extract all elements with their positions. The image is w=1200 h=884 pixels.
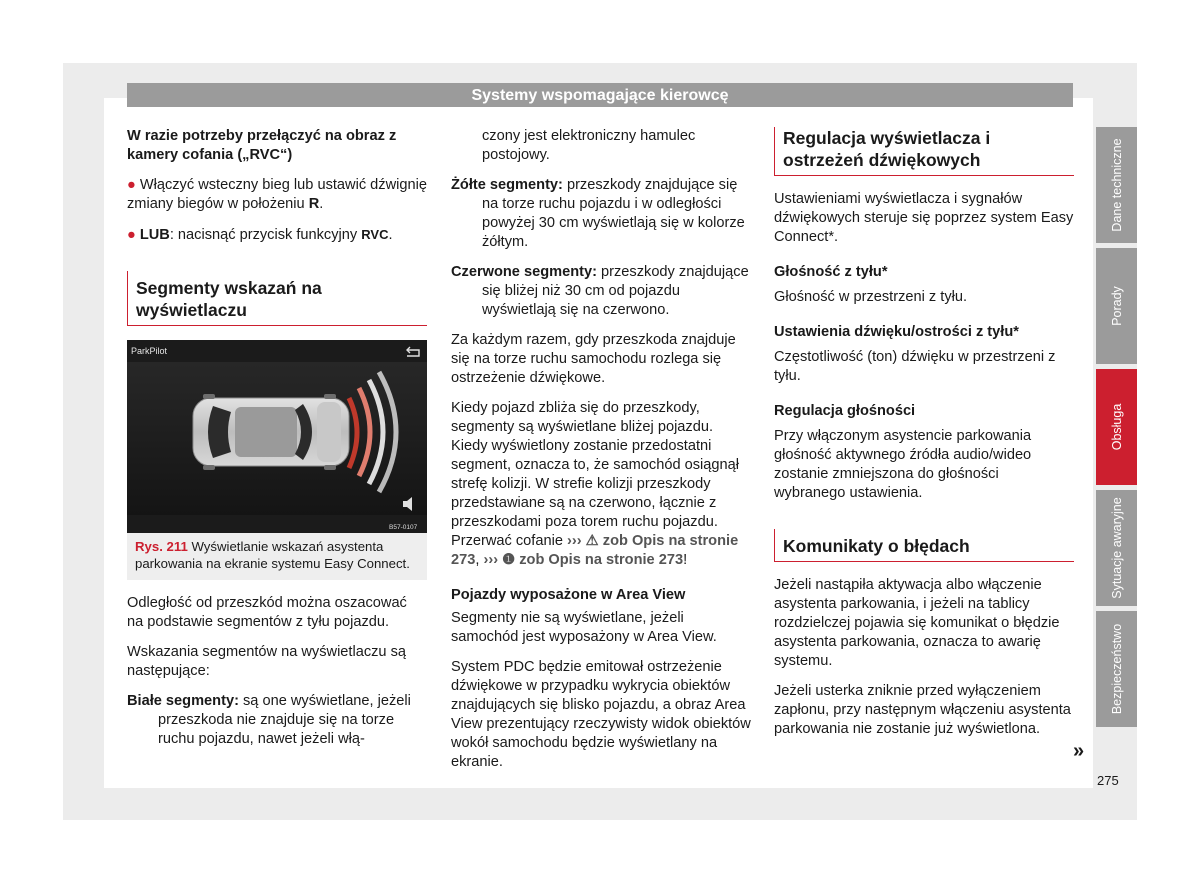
paragraph-approach: Kiedy pojazd zbliża się do przeszkody, segmenty są wyświetlane bliżej pojazdu. Kiedy wyświetlony zostanie przedostatni segment, oznacza to, że samochód osiągnął strefę kolizji. W strefie kolizji przeszkody przedstawiane są na czerwono, łącznie z przeszkodami poza torem ruchu pojazdu. Przerwać cofanie ››› ⚠ zob Opis na stronie 273, ››› ❶ zob Opis na stronie 273!: [451, 400, 739, 568]
white-segments-continued: czony jest elektroniczny hamulec postojowy.: [482, 128, 696, 163]
section-title-errors: Komunikaty o błędach: [774, 529, 1074, 562]
bullet-reverse-gear: ● Włączyć wsteczny bieg lub ustawić dźwignię zmiany biegów w położeniu R.: [127, 177, 427, 212]
page-header: Systemy wspomagające kierowcę: [127, 83, 1073, 107]
figure-caption: Rys. 211 Wyświetlanie wskazań asystenta parkowania na ekranie systemu Easy Connect.: [127, 533, 427, 580]
section-title-segments: Segmenty wskazań na wyświetlaczu: [127, 271, 427, 326]
paragraph-error-activation: Jeżeli nastąpiła aktywacja albo włączenie asystenta parkowania, i jeżeli na tablicy rozdzielczej pojawia się komunikat o błędzie asystenta parkowania, oznacza to awarię systemu.: [774, 577, 1060, 669]
volume-adjust-text: Przy włączonym asystencie parkowania głośność aktywnego źródła audio/wideo zostanie zmniejszona do głośności wybranego ustawienia.: [774, 428, 1032, 501]
column-2: [451, 127, 751, 783]
page-number: 275: [1097, 773, 1119, 788]
paragraph-error-cleared: Jeżeli usterka zniknie przed wyłączeniem zapłonu, przy następnym włączeniu asystenta parkowania nie zostanie już wyświetlona.: [774, 683, 1071, 737]
rear-tone-text: Częstotliwość (ton) dźwięku w przestrzeni z tyłu.: [774, 349, 1056, 384]
side-tab-obsluga[interactable]: Obsługa: [1096, 369, 1137, 485]
red-segments-entry: Czerwone segmenty: przeszkody znajdujące się bliżej niż 30 cm od pojazdu wyświetlają się na czerwono.: [451, 264, 749, 318]
side-tab-sytuacje-awaryjne[interactable]: Sytuacje awaryjne: [1096, 490, 1137, 606]
figure-code: B57-0107: [389, 524, 418, 531]
paragraph-distance: Odległość od przeszkód można oszacować na podstawie segmentów z tyłu pojazdu.: [127, 595, 407, 630]
link-note-page-273[interactable]: ››› ❶ zob Opis na stronie 273: [483, 552, 684, 568]
bullet-icon: ●: [127, 227, 136, 243]
parkpilot-label: ParkPilot: [131, 346, 168, 356]
white-segments-entry: Białe segmenty: są one wyświetlane, jeżeli przeszkoda nie znajduje się na torze ruchu pojazdu, nawet jeżeli włą-: [127, 693, 411, 747]
paragraph-indications: Wskazania segmentów na wyświetlaczu są następujące:: [127, 644, 407, 679]
paragraph-area-view: Segmenty nie są wyświetlane, jeżeli samochód jest wyposażony w Area View.: [451, 610, 717, 645]
yellow-segments-entry: Żółte segmenty: przeszkody znajdujące się na torze ruchu pojazdu i w odległości powyżej 30 cm wyświetlają się w kolorze żółtym.: [451, 177, 745, 250]
rvc-instruction-heading: W razie potrzeby przełączyć na obraz z kamery cofania („RVC“): [127, 128, 397, 163]
paragraph-easy-connect: Ustawieniami wyświetlacza i sygnałów dźwiękowych steruje się poprzez system Easy Connect*.: [774, 191, 1074, 245]
link-warning-page-273[interactable]: ››› ⚠ zob Opis na stronie 273: [451, 533, 739, 568]
bullet-rvc-button: ● LUB: nacisnąć przycisk funkcyjny RVC.: [127, 227, 393, 243]
continue-arrow-icon: »: [1073, 740, 1085, 762]
side-tab-porady[interactable]: Porady: [1096, 248, 1137, 364]
rear-volume-heading: Głośność z tyłu*: [774, 264, 888, 280]
paragraph-warning-sound: Za każdym razem, gdy przeszkoda znajduje się na torze ruchu samochodu rozlega się ostrzeżenie dźwiękowe.: [451, 332, 736, 386]
section-title-display-settings: Regulacja wyświetlacza i ostrzeżeń dźwiękowych: [774, 127, 1074, 176]
volume-adjust-heading: Regulacja głośności: [774, 403, 916, 419]
rear-tone-heading: Ustawienia dźwięku/ostrości z tyłu*: [774, 324, 1019, 340]
rear-volume-text: Głośność w przestrzeni z tyłu.: [774, 289, 968, 305]
car-top-view: [193, 394, 349, 470]
paragraph-pdc: System PDC będzie emitował ostrzeżenie dźwiękowe w przypadku wykrycia obiektów znajdujących się blisko pojazdu, a obraz Area View prezentujący rzeczywisty widok obiektów wokół samochodu będzie wyświetlany na ekranie.: [451, 659, 751, 770]
side-tab-bezpieczenstwo[interactable]: Bezpieczeństwo: [1096, 611, 1137, 727]
bullet-icon: ●: [127, 177, 136, 193]
figure-parkpilot: [127, 340, 427, 580]
area-view-heading: Pojazdy wyposażone w Area View: [451, 587, 686, 603]
side-tab-dane-techniczne[interactable]: Dane techniczne: [1096, 127, 1137, 243]
column-3: [774, 127, 1074, 750]
column-1: [127, 127, 427, 760]
parkpilot-screen: [127, 340, 427, 533]
